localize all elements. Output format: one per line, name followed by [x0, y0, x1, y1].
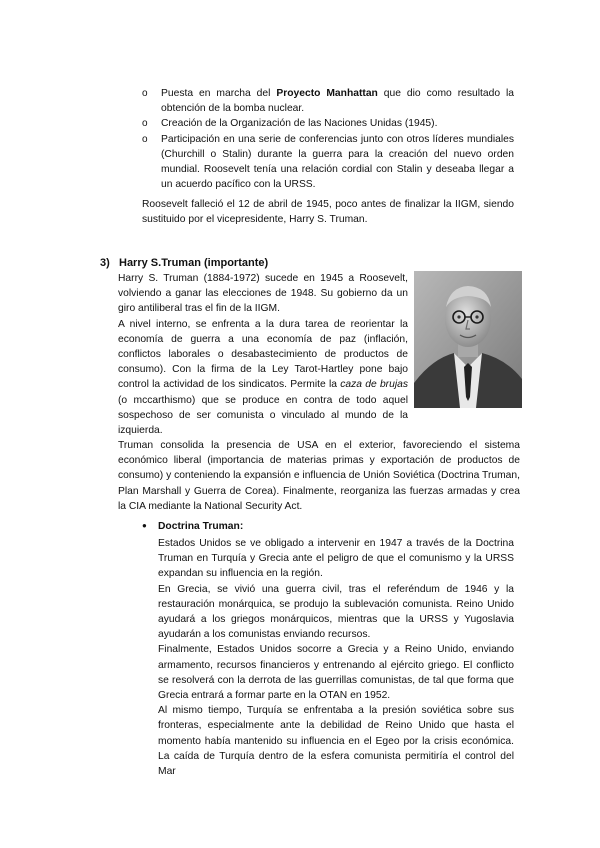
doctrina-paragraph: Al mismo tiempo, Turquía se enfrentaba a la presión soviética sobre sus fronteras, especialmente ante la debilidad de Reino Unido que hasta el momento había mantenido su influencia en el Egeo por la crisis económica. La caída de Turquía dentro de la esfera comunista permitiría el control del Mar [158, 705, 514, 778]
section-heading [100, 257, 400, 269]
doctrina-paragraph: En Grecia, se vivió una guerra civil, tras el referéndum de 1946 y la restauración monárquica, se produjo la sublevación comunista. Reino Unido ayudará a los griegos monárquicos, mientras que la URSS y Yugoslavia ayudarán a los comunistas enviando recursos. [158, 583, 514, 641]
list-item [142, 86, 514, 116]
achievements-list [142, 86, 514, 192]
roosevelt-paragraph: Roosevelt falleció el 12 de abril de 1945, poco antes de finalizar la IIGM, siendo sustituido por el vicepresidente, Harry S. Truman. [142, 199, 514, 226]
truman-portrait-photo [414, 271, 522, 408]
portrait-image [414, 271, 522, 408]
interior-policy-paragraph [118, 317, 408, 439]
truman-intro-column [118, 271, 408, 438]
doctrina-bullet-heading [142, 521, 243, 532]
doctrina-heading-text: Doctrina Truman: [158, 521, 244, 532]
exterior-policy-paragraph: Truman consolida la presencia de USA en el exterior, favoreciendo el sistema económico liberal (importancia de materias primas y exportación de productos de consumo) y conteniendo la expansión e influencia de Unión Soviética (Doctrina Truman, Plan Marshall y Guerra de Corea). Finalmente, reorganiza las fuerzas armadas y crea la CIA mediante la National Security Act. [118, 440, 520, 512]
list-item [142, 116, 514, 131]
italic-term: caza de brujas [340, 379, 408, 391]
section-title: Harry S.Truman (importante) [119, 257, 269, 269]
list-item-text: Creación de la Organización de las Naciones Unidas (1945). [161, 118, 438, 130]
list-item [142, 132, 514, 193]
doctrina-paragraph: Estados Unidos se ve obligado a intervenir en 1947 a través de la Doctrina Truman en Turquía y Grecia ante el peligro de que el comunismo y la URSS expandan su influencia en la región. [158, 538, 514, 580]
list-bullet: o [142, 88, 148, 99]
truman-intro-paragraph: Harry S. Truman (1884-1972) sucede en 1945 a Roosevelt, volviendo a ganar las elecciones de 1948. Su gobierno da un giro antiliberal tras el fin de la IIGM. [118, 273, 408, 315]
list-bullet: o [142, 133, 148, 145]
list-item-text: que dio como resultado la obtención de la bomba nuclear. [161, 88, 515, 115]
doctrina-paragraph: Finalmente, Estados Unidos socorre a Grecia y a Reino Unido, enviando armamento, recursos financieros y entrenando al ejército griego. El conflicto se resolverá con la derrota de las guerrillas comunistas, de tal que forma que Grecia entrará a formar parte en la OTAN en 1952. [158, 644, 514, 702]
section-number: 3) [100, 257, 110, 269]
list-item-text: Participación en una serie de conferencias junto con otros líderes mundiales (Churchill o Stalin) durante la guerra para la creación del nuevo orden mundial. Roosevelt tenía una relación cordial con Stalin y deseaba llegar a un acuerdo pacífico con la URSS. [161, 133, 514, 191]
interior-text: A nivel interno, se enfrenta a la dura tarea de reorientar la economía de guerra a una economía de paz (inflación, conflictos laborales o desabastecimiento de productos de consumo). Con la firma de la Ley Tarot-Hartley pone bajo control la actividad de los sindicatos. Permite la [118, 318, 408, 391]
bullet-dot-icon: ● [142, 521, 147, 530]
list-bullet: o [142, 118, 148, 130]
list-item-bold-term: Proyecto Manhattan [276, 88, 378, 99]
interior-text: (o mccarthismo) que se produce en contra de todo aquel sospechoso de ser comunista o vinculado al mundo de la izquierda. [118, 394, 408, 437]
doctrina-body [158, 536, 514, 779]
list-item-text: Puesta en marcha del [161, 88, 277, 99]
